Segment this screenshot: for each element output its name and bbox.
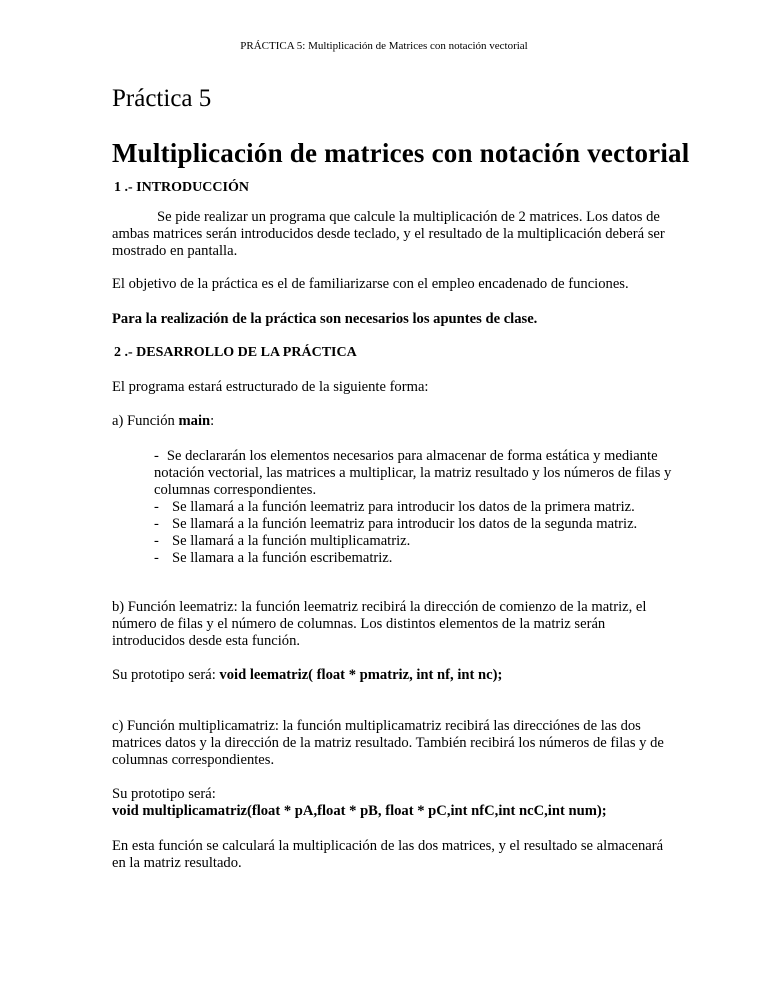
page-title: Práctica 5 bbox=[112, 85, 212, 112]
list-item-text: Se llamará a la función leematriz para introducir los datos de la segunda matriz. bbox=[172, 516, 638, 532]
dash-marker: - bbox=[154, 448, 159, 464]
item-a-prefix: a) Función bbox=[112, 413, 179, 429]
list-item bbox=[154, 499, 679, 516]
closing-paragraph: En esta función se calculará la multiplicación de las dos matrices, y el resultado se almacenará en la matriz resultado. bbox=[112, 838, 664, 871]
list-item bbox=[154, 550, 679, 567]
dash-marker: - bbox=[154, 550, 159, 566]
item-c-multiplicamatriz: c) Función multiplicamatriz: la función multiplicamatriz recibirá las direcciónes de las dos matrices datos y la dirección de la matriz resultado. También recibirá los números de filas y de columnas correspondientes. bbox=[112, 718, 664, 768]
item-b-leematriz: b) Función leematriz: la función leematriz recibirá la dirección de comienzo de la matriz, el número de filas y el número de columnas. Los distintos elementos de la matriz serán introducidos desde esta función. bbox=[112, 599, 647, 649]
prototype-c-label: Su prototipo será: bbox=[112, 786, 216, 802]
list-item-text: Se llamará a la función multiplicamatriz. bbox=[172, 533, 411, 549]
intro-paragraph: Se pide realizar un programa que calcule la multiplicación de 2 matrices. Los datos de ambas matrices serán introducidos desde teclado, y el resultado de la multiplicación deberá ser mostrado en pantalla. bbox=[112, 209, 665, 259]
item-a-main bbox=[112, 413, 672, 430]
list-item-text: Se llamará a la función leematriz para introducir los datos de la primera matriz. bbox=[172, 499, 635, 515]
list-item bbox=[154, 448, 679, 499]
list-item bbox=[154, 533, 679, 550]
document-subtitle: Multiplicación de matrices con notación vectorial bbox=[112, 138, 690, 168]
structure-intro: El programa estará estructurado de la siguiente forma: bbox=[112, 379, 429, 395]
dash-marker: - bbox=[154, 516, 159, 532]
prototype-c-code-text: void multiplicamatriz(float * pA,float * pB, float * pC,int nfC,int ncC,int num); bbox=[112, 803, 607, 819]
item-a-suffix: : bbox=[210, 413, 215, 429]
dash-marker: - bbox=[154, 533, 159, 549]
prototype-b bbox=[112, 667, 672, 684]
item-a-function-name: main bbox=[178, 413, 211, 429]
list-item-text: Se llamara a la función escribematriz. bbox=[172, 550, 393, 566]
prototype-b-label: Su prototipo será: bbox=[112, 667, 220, 683]
list-item bbox=[154, 516, 679, 533]
requirements-paragraph: Para la realización de la práctica son necesarios los apuntes de clase. bbox=[112, 311, 538, 327]
list-item-text: Se declararán los elementos necesarios para almacenar de forma estática y mediante notación vectorial, las matrices a multiplicar, la matriz resultado y los números de filas y columnas correspondientes. bbox=[154, 448, 672, 498]
section-heading-desarrollo: 2 .- DESARROLLO DE LA PRÁCTICA bbox=[114, 345, 357, 360]
main-steps-list bbox=[154, 448, 679, 567]
prototype-b-code: void leematriz( float * pmatriz, int nf, int nc); bbox=[219, 667, 503, 683]
objective-paragraph: El objetivo de la práctica es el de familiarizarse con el empleo encadenado de funciones. bbox=[112, 276, 629, 292]
prototype-c-code bbox=[112, 803, 712, 820]
section-heading-introduccion: 1 .- INTRODUCCIÓN bbox=[114, 180, 249, 195]
running-header: PRÁCTICA 5: Multiplicación de Matrices con notación vectorial bbox=[240, 40, 528, 52]
dash-marker: - bbox=[154, 499, 159, 515]
